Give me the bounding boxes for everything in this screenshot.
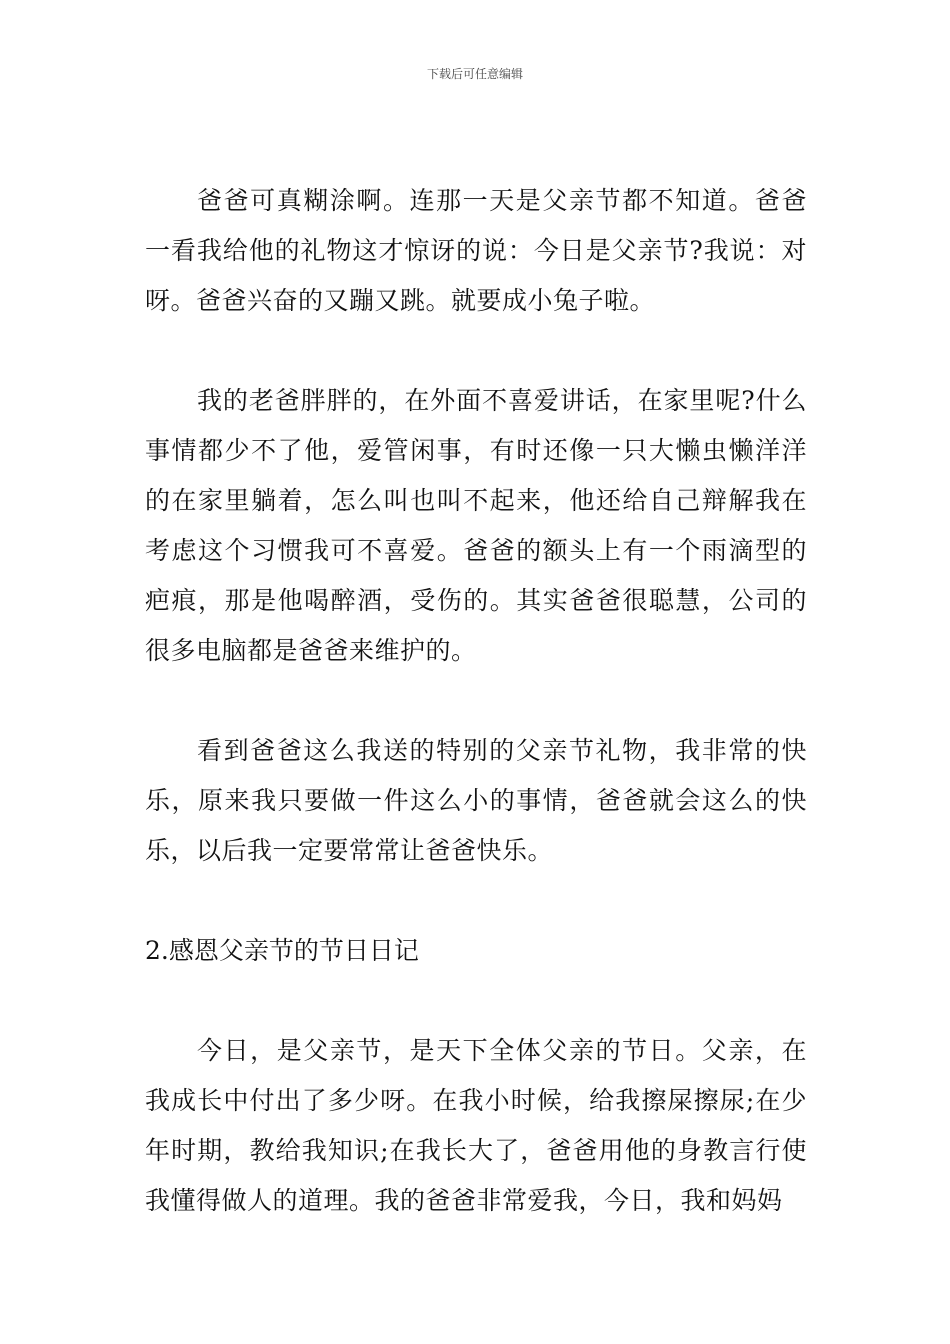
paragraph-gap xyxy=(145,676,807,726)
paragraph-gap xyxy=(145,976,807,1026)
section-paragraph: 今日，是父亲节，是天下全体父亲的节日。父亲，在我成长中付出了多少呀。在我小时候，给我擦屎擦尿;在少年时期，教给我知识;在我长大了，爸爸用他的身教言行使我懂得做人的道理。我的爸爸非常爱我，今日，我和妈妈 xyxy=(145,1036,807,1215)
section-title: 2.感恩父亲节的节日日记 xyxy=(145,936,419,965)
page-header: 下载后可任意编辑 xyxy=(426,67,523,81)
document-body xyxy=(145,176,807,1226)
paragraph-gap xyxy=(145,876,807,926)
paragraph-2: 我的老爸胖胖的，在外面不喜爱讲话，在家里呢?什么事情都少不了他，爱管闲事，有时还像一只大懒虫懒洋洋的在家里躺着，怎么叫也叫不起来，他还给自己辩解我在考虑这个习惯我可不喜爱。爸爸的额头上有一个雨滴型的疤痕，那是他喝醉酒，受伤的。其实爸爸很聪慧，公司的很多电脑都是爸爸来维护的。 xyxy=(145,386,807,665)
paragraph-1: 爸爸可真糊涂啊。连那一天是父亲节都不知道。爸爸一看我给他的礼物这才惊讶的说：今日是父亲节?我说：对呀。爸爸兴奋的又蹦又跳。就要成小兔子啦。 xyxy=(145,186,807,315)
paragraph-gap xyxy=(145,326,807,376)
paragraph-3: 看到爸爸这么我送的特别的父亲节礼物，我非常的快乐，原来我只要做一件这么小的事情，爸爸就会这么的快乐，以后我一定要常常让爸爸快乐。 xyxy=(145,736,807,865)
